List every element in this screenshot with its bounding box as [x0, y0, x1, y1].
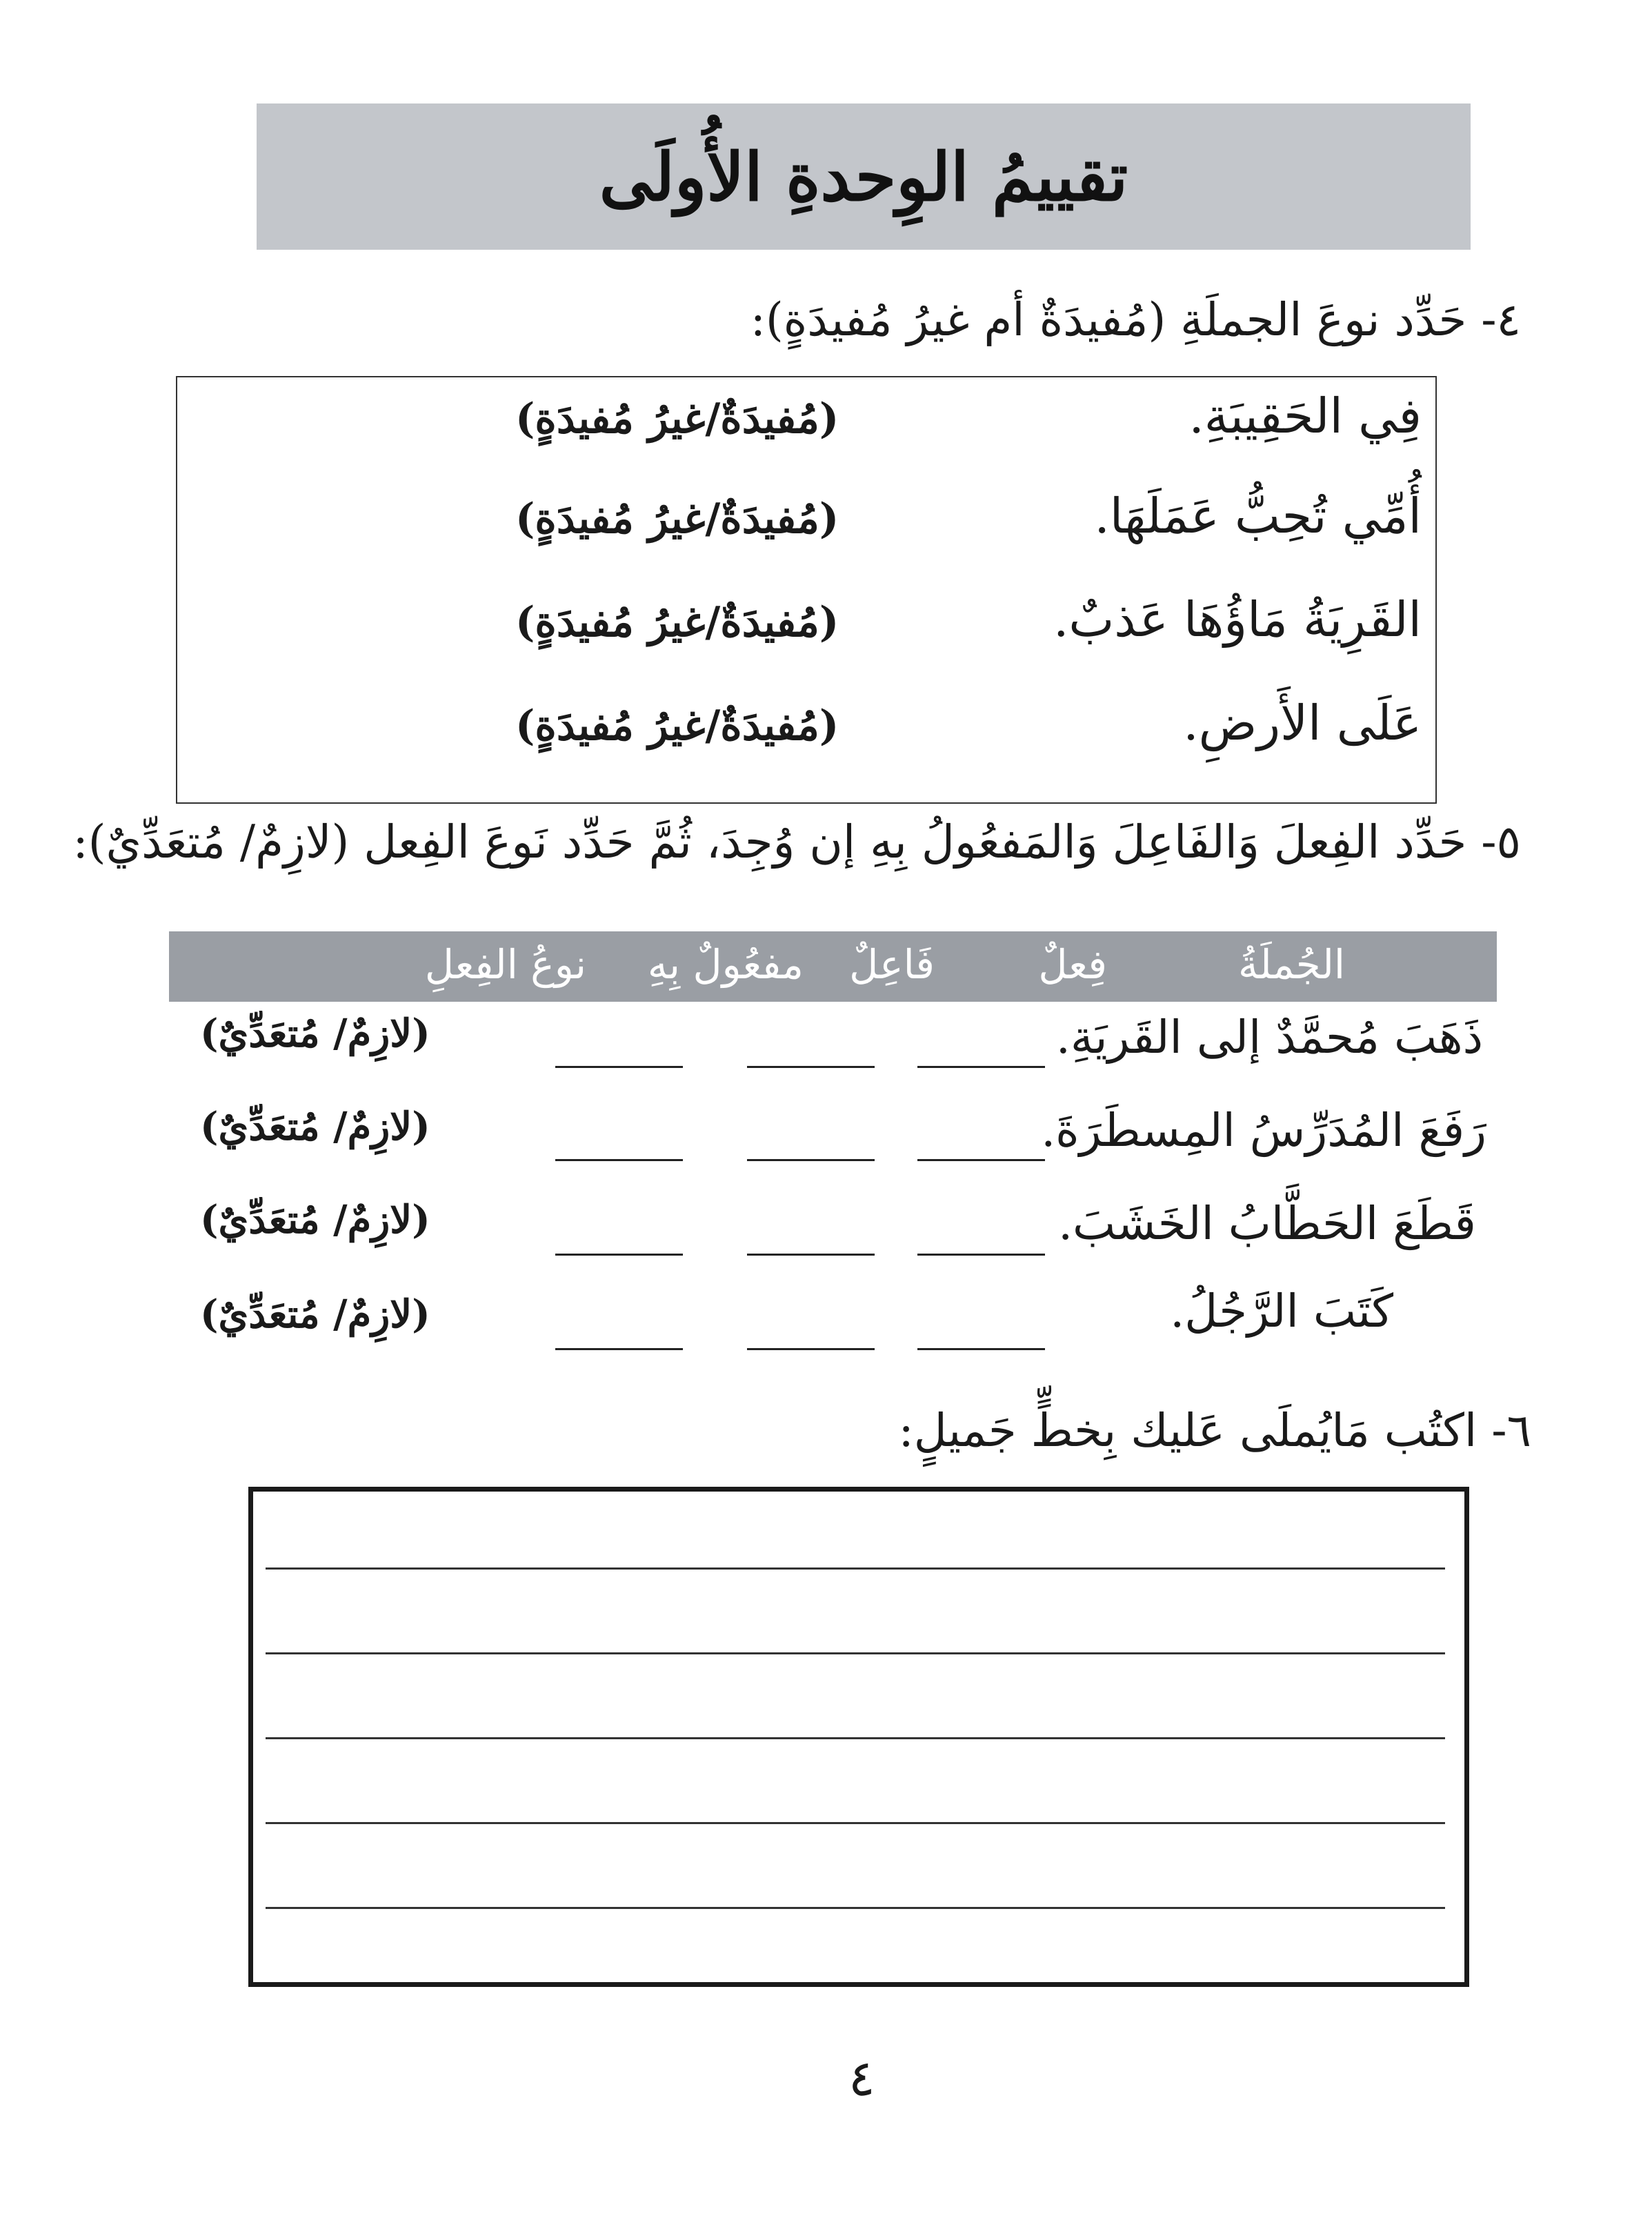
- verb-type-options: (لازِمٌ/ مُتعَدِّيٌ): [200, 1011, 430, 1056]
- title-banner: [257, 103, 1471, 250]
- writing-line[interactable]: [266, 1907, 1445, 1909]
- q4-row: [177, 695, 1435, 778]
- column-header-verb-type: نوعُ الفِعلِ: [424, 941, 586, 988]
- q5-sentence: رَفَعَ المُدَرِّسُ المِسطَرَةَ.: [1041, 1104, 1486, 1157]
- page-title: تقييمُ الوِحدةِ الأُولَى: [599, 137, 1128, 216]
- q4-row: [177, 388, 1435, 471]
- dictation-writing-box: [248, 1487, 1469, 1987]
- question-4-box: [176, 376, 1437, 804]
- object-answer-blank[interactable]: [555, 1066, 683, 1068]
- writing-line[interactable]: [266, 1737, 1445, 1739]
- q4-row: [177, 488, 1435, 571]
- column-header-subject: فَاعِلٌ: [849, 941, 935, 988]
- writing-line[interactable]: [266, 1567, 1445, 1570]
- verb-type-options: (لازِمٌ/ مُتعَدِّيٌ): [200, 1104, 430, 1149]
- q4-options: (مُفيدَةٌ/غيرُ مُفيدَةٍ): [515, 395, 839, 443]
- column-header-verb: فِعلٌ: [1038, 941, 1107, 988]
- q4-options: (مُفيدَةٌ/غيرُ مُفيدَةٍ): [515, 598, 839, 646]
- q4-sentence: عَلَى الأَرضِ.: [1183, 695, 1422, 751]
- question-5-header-bar: [169, 931, 1497, 1002]
- q4-sentence: أُمِّي تُحِبُّ عَمَلَهَا.: [1094, 488, 1422, 544]
- object-answer-blank[interactable]: [555, 1254, 683, 1256]
- verb-type-options: (لازِمٌ/ مُتعَدِّيٌ): [200, 1292, 430, 1337]
- subject-answer-blank[interactable]: [747, 1066, 875, 1068]
- column-header-object: مفعُولٌ بِهِ: [647, 941, 804, 988]
- writing-line[interactable]: [266, 1822, 1445, 1824]
- q4-sentence: القَرِيَةُ مَاؤُهَا عَذبٌ.: [1053, 591, 1422, 648]
- q4-options: (مُفيدَةٌ/غيرُ مُفيدَةٍ): [515, 495, 839, 543]
- column-header-sentence: الجُملَةُ: [1237, 941, 1345, 988]
- verb-answer-blank[interactable]: [917, 1066, 1045, 1068]
- q5-row: [0, 1104, 1652, 1180]
- verb-answer-blank[interactable]: [917, 1254, 1045, 1256]
- verb-answer-blank[interactable]: [917, 1159, 1045, 1161]
- writing-line[interactable]: [266, 1652, 1445, 1654]
- q5-sentence: كَتَبَ الرَّجُلُ.: [1170, 1285, 1393, 1338]
- subject-answer-blank[interactable]: [747, 1159, 875, 1161]
- q5-sentence: ذَهَبَ مُحمَّدٌ إلى القَريَةِ.: [1055, 1011, 1483, 1064]
- verb-type-options: (لازِمٌ/ مُتعَدِّيٌ): [200, 1197, 430, 1243]
- q5-sentence: قَطَعَ الحَطَّابُ الخَشَبَ.: [1058, 1197, 1476, 1250]
- subject-answer-blank[interactable]: [747, 1254, 875, 1256]
- object-answer-blank[interactable]: [555, 1348, 683, 1350]
- question-5-heading: ٥- حَدِّد الفِعلَ وَالفَاعِلَ وَالمَفعُولُ بِهِ إن وُجِدَ، ثُمَّ حَدِّد نَوعَ الفِعل (لازِمٌ/ مُتعَدِّيٌ):: [72, 815, 1521, 869]
- q5-row: [0, 1197, 1652, 1273]
- q4-options: (مُفيدَةٌ/غيرُ مُفيدَةٍ): [515, 702, 839, 750]
- q4-row: [177, 591, 1435, 674]
- question-6-heading: ٦- اكتُب مَايُملَى عَليك بِخطٍّ جَميلٍ:: [898, 1404, 1531, 1457]
- question-4-heading: ٤- حَدِّد نوعَ الجملَةِ (مُفيدَةٌ أم غيرُ مُفيدَةٍ):: [750, 293, 1521, 346]
- q4-sentence: فِي الحَقِيبَةِ.: [1188, 388, 1422, 444]
- object-answer-blank[interactable]: [555, 1159, 683, 1161]
- q5-row: [0, 1011, 1652, 1087]
- subject-answer-blank[interactable]: [747, 1348, 875, 1350]
- q5-row: [0, 1285, 1652, 1361]
- page-number: ٤: [848, 2049, 875, 2107]
- verb-answer-blank[interactable]: [917, 1348, 1045, 1350]
